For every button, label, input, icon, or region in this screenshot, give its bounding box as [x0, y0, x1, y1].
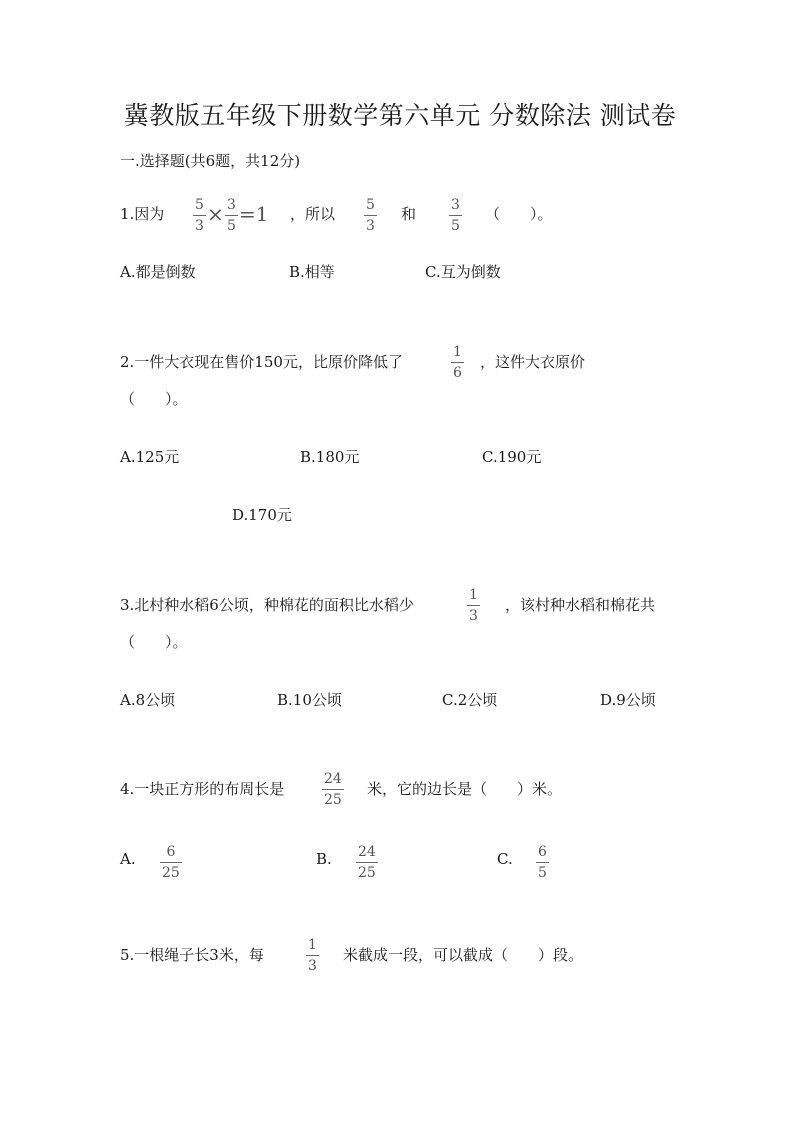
q2-fraction	[451, 345, 464, 380]
denominator: 25	[162, 865, 180, 881]
q4-option-a-label[interactable]: A.	[120, 850, 136, 868]
q1-option-a[interactable]: A.都是倒数	[120, 263, 196, 281]
denominator: 3	[195, 218, 204, 234]
numerator: 24	[358, 844, 376, 860]
numerator: 24	[324, 771, 342, 787]
page-title: 冀教版五年级下册数学第六单元 分数除法 测试卷	[123, 101, 677, 130]
q3-option-c[interactable]: C.2公顷	[442, 691, 498, 709]
q1-fraction-b	[449, 198, 462, 233]
numerator: 1	[308, 937, 317, 953]
q2-option-c[interactable]: C.190元	[482, 448, 542, 466]
q1-prefix: 1.因为	[120, 205, 165, 223]
q2-prefix: 2.一件大衣现在售价150元，比原价降低了	[120, 353, 403, 371]
q4-suffix: 米，它的边长是（ ）米。	[367, 780, 563, 798]
denominator: 25	[358, 865, 376, 881]
q3-option-d[interactable]: D.9公顷	[600, 691, 656, 709]
denominator: 5	[451, 218, 460, 234]
denominator: 3	[308, 958, 317, 974]
q4-option-c-fraction[interactable]	[536, 845, 549, 880]
q3-option-a[interactable]: A.8公顷	[120, 691, 176, 709]
q1-mid: ，所以	[290, 205, 336, 223]
denominator: 5	[538, 865, 547, 881]
q5-prefix: 5.一根绳子长3米，每	[120, 946, 264, 964]
q2-option-a[interactable]: A.125元	[120, 448, 180, 466]
q3-option-b[interactable]: B.10公顷	[277, 691, 342, 709]
numerator: 6	[166, 844, 176, 860]
section-heading: 一.选择题(共6题，共12分)	[120, 152, 301, 170]
q3-blank: （ ）。	[120, 633, 188, 651]
q1-expr-fraction-2	[225, 198, 238, 233]
q4-option-c-label[interactable]: C.	[497, 850, 513, 868]
times-sign: ×	[207, 202, 224, 226]
denominator: 6	[453, 365, 462, 381]
q4-option-b-label[interactable]: B.	[316, 850, 332, 868]
q4-option-b-fraction[interactable]	[356, 845, 378, 880]
q1-blank: （ ）。	[485, 205, 553, 223]
q3-fraction	[467, 588, 480, 623]
denominator: 3	[366, 218, 375, 234]
denominator: 3	[469, 608, 478, 624]
numerator: 3	[451, 197, 460, 213]
q3-suffix: ，该村种水稻和棉花共	[505, 596, 656, 614]
q1-option-b[interactable]: B.相等	[289, 263, 335, 281]
q1-option-c[interactable]: C.互为倒数	[425, 263, 501, 281]
numerator: 1	[453, 344, 462, 360]
q5-suffix: 米截成一段，可以截成（ ）段。	[343, 946, 584, 964]
numerator: 5	[195, 197, 204, 213]
numerator: 5	[366, 197, 375, 213]
q4-prefix: 4.一块正方形的布周长是	[120, 780, 285, 798]
q5-fraction	[306, 938, 319, 973]
q2-option-b[interactable]: B.180元	[300, 448, 360, 466]
q1-fraction-a	[364, 198, 377, 233]
q2-suffix: ，这件大衣原价	[480, 353, 586, 371]
q3-prefix: 3.北村种水稻6公顷，种棉花的面积比水稻少	[120, 596, 414, 614]
q2-blank: （ ）。	[120, 390, 188, 408]
q2-option-d[interactable]: D.170元	[232, 506, 292, 524]
numerator: 6	[538, 844, 547, 860]
q4-option-a-fraction[interactable]	[160, 845, 182, 880]
denominator: 5	[227, 218, 236, 234]
q1-expr-fraction-1	[193, 198, 206, 233]
denominator: 25	[324, 792, 342, 808]
numerator: 1	[469, 587, 478, 603]
equals-one: =1	[239, 202, 269, 226]
numerator: 3	[227, 197, 236, 213]
q1-and: 和	[401, 205, 417, 223]
q4-fraction	[322, 772, 344, 807]
